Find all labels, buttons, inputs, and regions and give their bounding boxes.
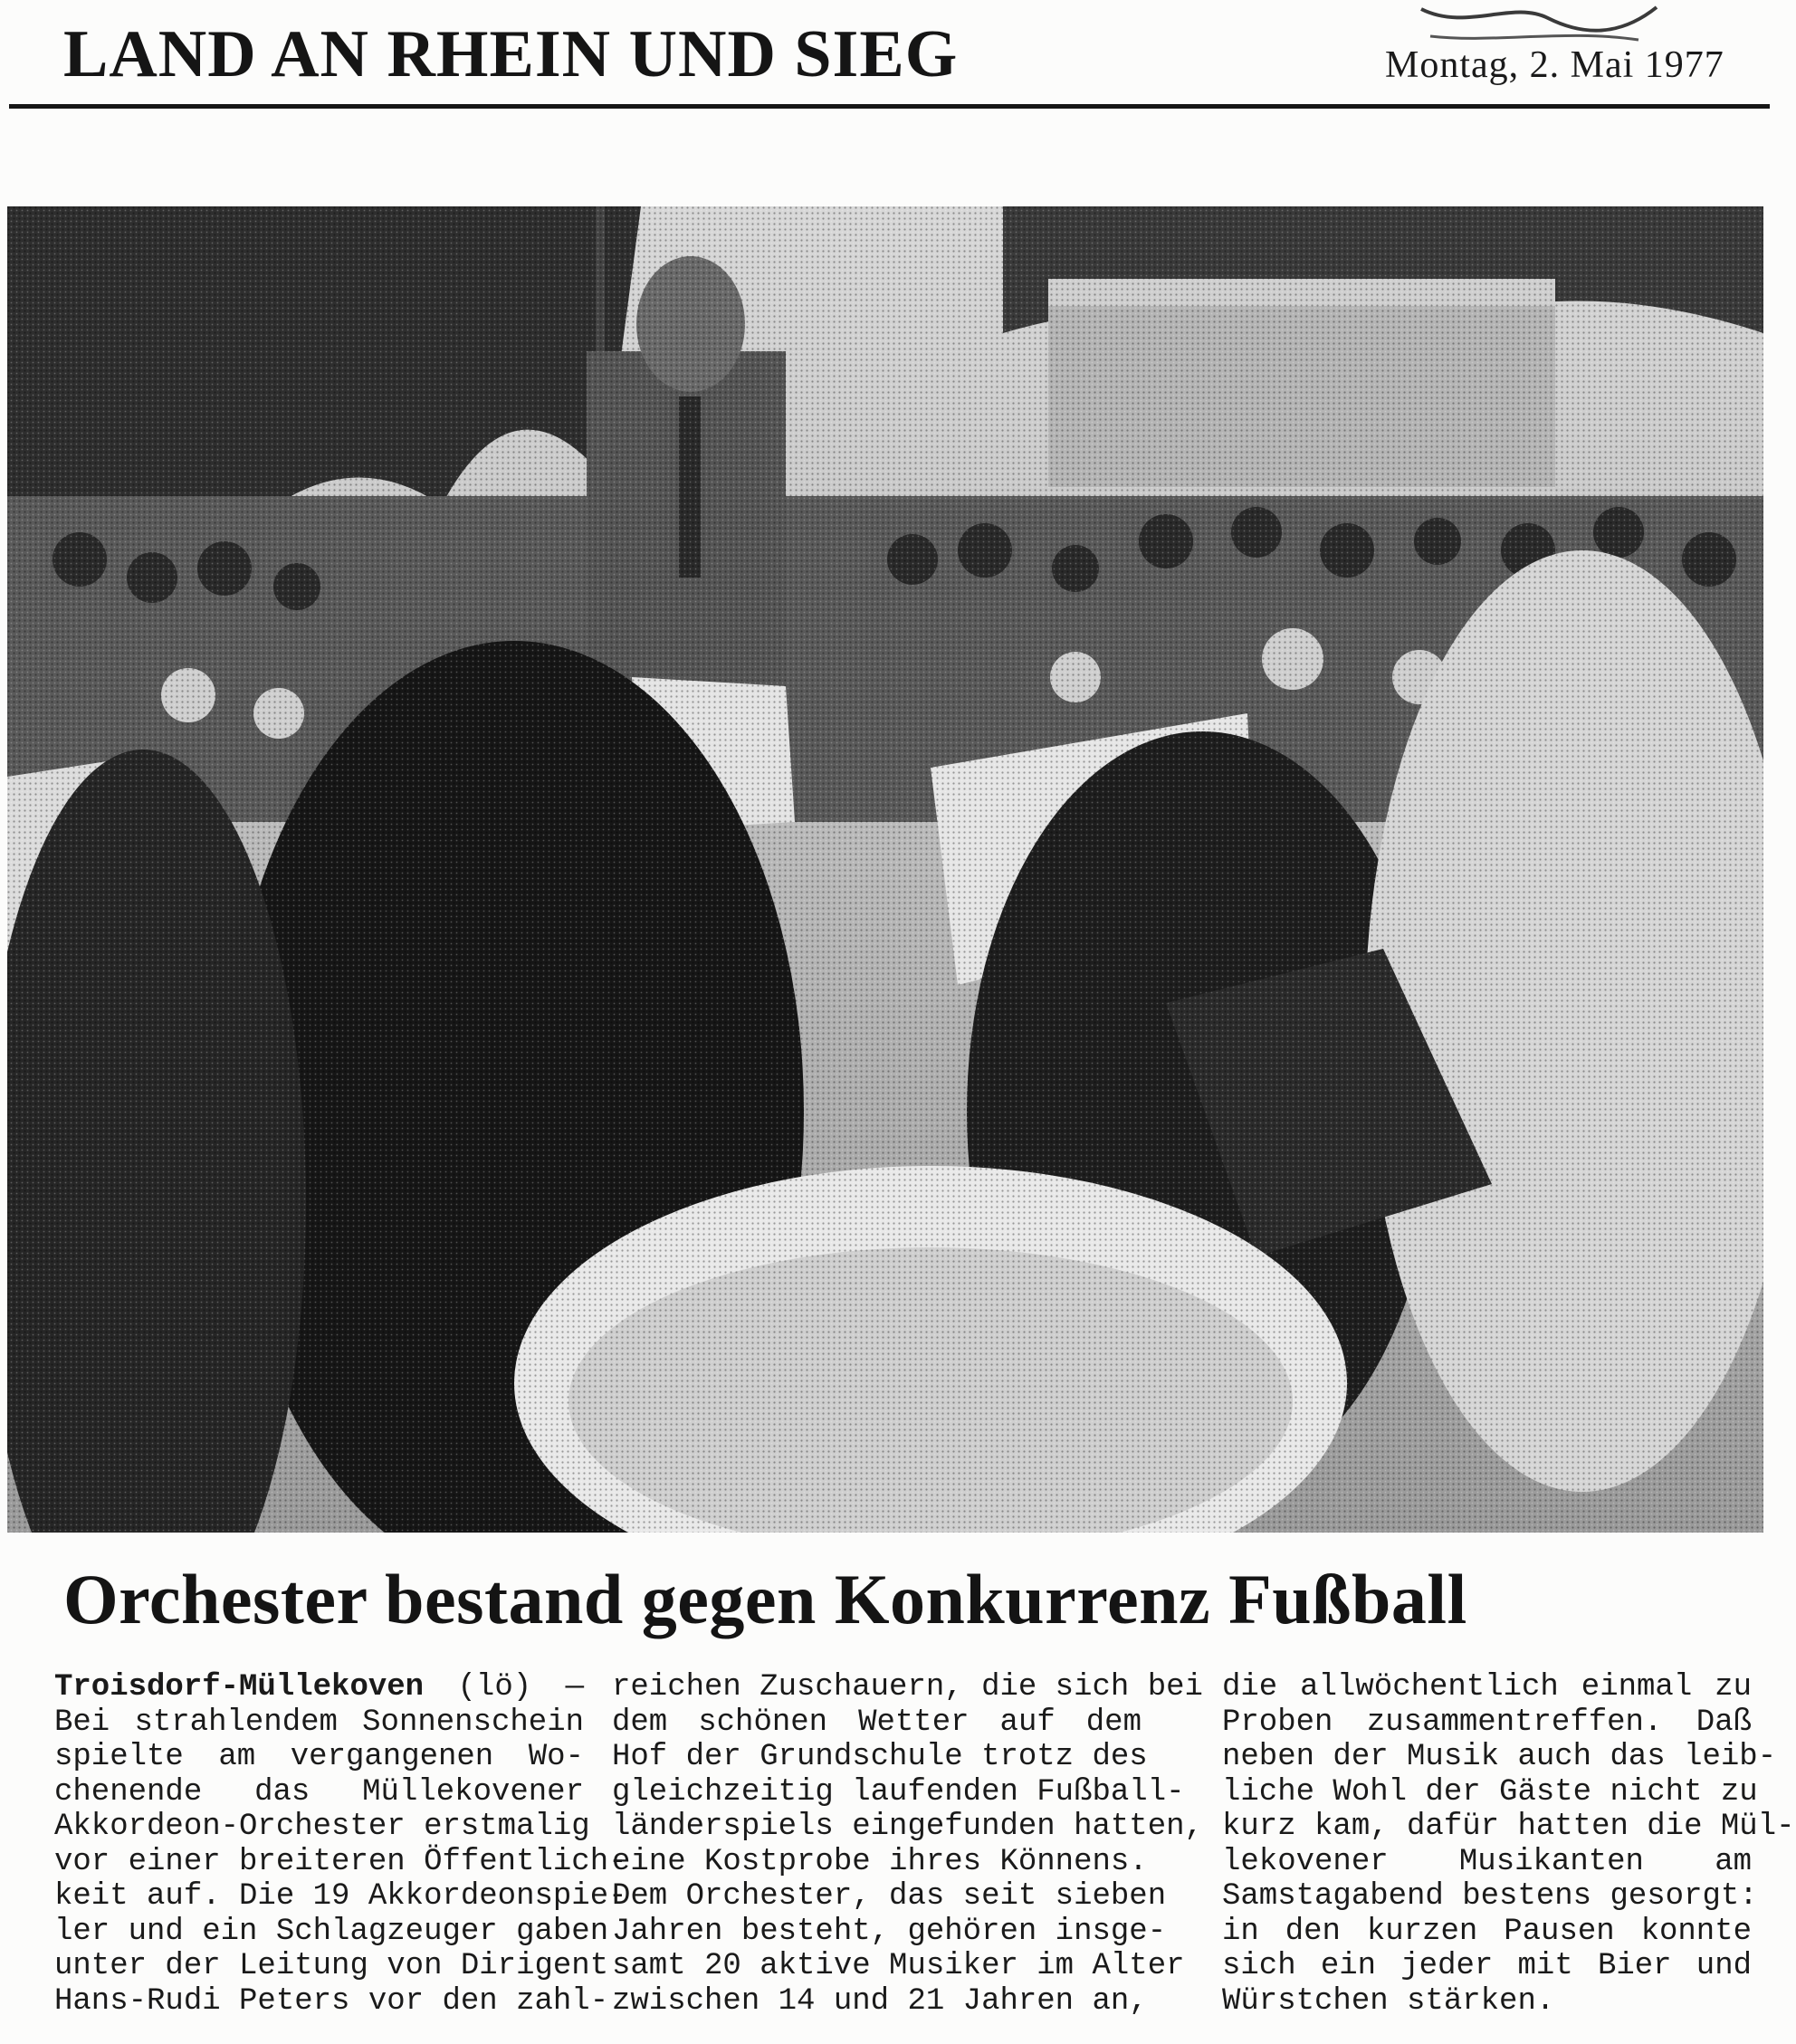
section-title: LAND AN RHEIN UND SIEG (63, 17, 959, 91)
body-line: kurz kam, dafür hatten die Mül- (1222, 1810, 1795, 1844)
body-line: Würstchen stärken. (1222, 1983, 1555, 2019)
body-line: chenende das Müllekovener (54, 1774, 584, 1810)
body-line: ler und ein Schlagzeuger gaben (54, 1914, 609, 1949)
orchestra-photo (7, 206, 1763, 1533)
body-line: Hans-Rudi Peters vor den zahl- (54, 1983, 609, 2019)
body-line: Dem Orchester, das seit sieben (612, 1879, 1167, 1914)
body-line: zwischen 14 und 21 Jahren an, (612, 1983, 1148, 2019)
body-line: keit auf. Die 19 Akkordeonspie- (54, 1879, 627, 1914)
body-line: Akkordeon-Orchester erstmalig (54, 1810, 590, 1844)
body-line: eine Kostprobe ihres Könnens. (612, 1844, 1148, 1879)
issue-date: Montag, 2. Mai 1977 (1385, 44, 1724, 86)
body-line: spielte am vergangenen Wo- (54, 1740, 584, 1774)
body-line: liche Wohl der Gäste nicht zu (1222, 1774, 1758, 1810)
body-line: länderspiels eingefunden hatten, (612, 1810, 1203, 1844)
body-line: Bei strahlendem Sonnenschein (54, 1705, 584, 1740)
body-line: sich ein jeder mit Bier und (1222, 1949, 1752, 1983)
article-headline: Orchester bestand gegen Konkurrenz Fußball (63, 1560, 1467, 1638)
body-line: gleichzeitig laufenden Fußball- (612, 1774, 1185, 1810)
body-line: unter der Leitung von Dirigent (54, 1949, 609, 1983)
body-line: Hof der Grundschule trotz des (612, 1740, 1148, 1774)
body-line: samt 20 aktive Musiker im Alter (612, 1949, 1185, 1983)
body-line: Proben zusammentreffen. Daß (1222, 1705, 1752, 1740)
body-line: lekovener Musikanten am (1222, 1844, 1752, 1879)
body-line: Samstagabend bestens gesorgt: (1222, 1879, 1758, 1914)
article-column-2 (612, 1670, 1203, 2019)
body-line: vor einer breiteren Öffentlich- (54, 1844, 627, 1879)
body-line: (lö) — (457, 1670, 584, 1705)
article-column-1 (54, 1670, 627, 2019)
body-line: dem schönen Wetter auf dem (612, 1705, 1142, 1740)
body-line: Jahren besteht, gehören insge- (612, 1914, 1167, 1949)
body-line: reichen Zuschauern, die sich bei (612, 1670, 1203, 1705)
header-rule (9, 104, 1770, 109)
body-line: in den kurzen Pausen konnte (1222, 1914, 1752, 1949)
body-line: neben der Musik auch das leib- (1222, 1740, 1777, 1774)
article-column-3 (1222, 1670, 1795, 2019)
article-dateline: Troisdorf-Müllekoven (54, 1670, 425, 1705)
body-line: die allwöchentlich einmal zu (1222, 1670, 1752, 1705)
